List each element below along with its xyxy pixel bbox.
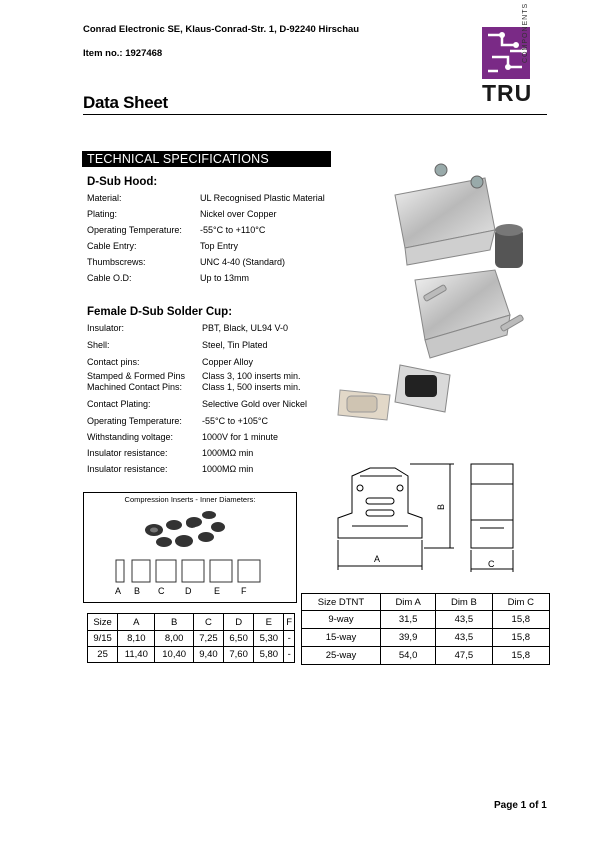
hood-title: D-Sub Hood:	[87, 176, 158, 188]
spec-label: Withstanding voltage:	[87, 432, 174, 442]
insert-label: F	[241, 586, 247, 596]
table-cell: 43,5	[436, 611, 492, 629]
table-header-cell: C	[193, 614, 223, 631]
insert-label: C	[158, 586, 165, 596]
table-row	[88, 631, 295, 647]
table-cell: 31,5	[381, 611, 436, 629]
table-header-cell: Size	[88, 614, 118, 631]
spec-value: Class 1, 500 inserts min.	[202, 382, 301, 392]
table-row	[302, 611, 550, 629]
table-cell: 11,40	[118, 647, 155, 663]
dimension-table	[301, 593, 550, 665]
spec-value: UNC 4-40 (Standard)	[200, 257, 286, 267]
table-cell: 5,80	[254, 647, 284, 663]
spec-label: Plating:	[87, 209, 118, 219]
table-header-cell: Dim A	[381, 594, 436, 611]
table-header-cell: Size DTNT	[302, 594, 381, 611]
table-cell: 8,00	[155, 631, 193, 647]
dim-label-c: C	[488, 559, 495, 569]
spec-value: PBT, Black, UL94 V-0	[202, 323, 289, 333]
spec-value: Up to 13mm	[200, 273, 250, 283]
spec-label: Operating Temperature:	[87, 225, 182, 235]
table-cell: 8,10	[118, 631, 155, 647]
spec-label: Insulator resistance:	[87, 464, 168, 474]
drawing-lines	[330, 458, 552, 578]
insert-label: E	[214, 586, 221, 596]
spec-value: -55°C to +110°C	[200, 225, 266, 235]
table-cell: 54,0	[381, 647, 436, 665]
spec-value: Selective Gold over Nickel	[202, 399, 308, 409]
logo-subtext: COMPONENTS	[522, 2, 529, 63]
product-image	[335, 150, 545, 430]
spec-label: Contact pins:	[87, 357, 140, 367]
spec-label: Machined Contact Pins:	[87, 382, 183, 392]
table-header-cell: Dim B	[436, 594, 492, 611]
spec-label: Cable O.D:	[87, 273, 132, 283]
insert-label: A	[115, 586, 122, 596]
table-cell: 15,8	[492, 647, 549, 665]
table-header-cell: E	[254, 614, 284, 631]
table-cell: 25-way	[302, 647, 381, 665]
table-cell: 6,50	[224, 631, 254, 647]
spec-value: 1000MΩ min	[202, 464, 254, 474]
table-cell: 43,5	[436, 629, 492, 647]
spec-value: Nickel over Copper	[200, 209, 277, 219]
table-header-cell: D	[224, 614, 254, 631]
spec-value: 1000V for 1 minute	[202, 432, 279, 442]
logo-text: TRU	[482, 80, 533, 106]
table-cell: 15,8	[492, 629, 549, 647]
spec-label: Contact Plating:	[87, 399, 151, 409]
dim-label-b: B	[436, 503, 447, 511]
item-number: Item no.: 1927468	[83, 48, 163, 59]
insert-label: B	[134, 586, 141, 596]
spec-label: Thumbscrews:	[87, 257, 146, 267]
dimension-drawing	[330, 458, 552, 578]
spec-value: UL Recognised Plastic Material	[200, 193, 325, 203]
tru-components-logo	[482, 2, 552, 107]
spec-value: Top Entry	[200, 241, 239, 251]
spec-value: -55°C to +105°C	[202, 416, 268, 426]
table-cell: 39,9	[381, 629, 436, 647]
insert-label: D	[185, 586, 192, 596]
table-cell: 10,40	[155, 647, 193, 663]
spec-label: Stamped & Formed Pins	[87, 371, 186, 381]
spec-label: Shell:	[87, 340, 110, 350]
page-title: Data Sheet	[83, 93, 168, 112]
table-cell: 47,5	[436, 647, 492, 665]
product-illustration	[335, 150, 545, 430]
insert-size-table	[87, 613, 295, 663]
spec-label: Insulator:	[87, 323, 125, 333]
company-address: Conrad Electronic SE, Klaus-Conrad-Str. 1, D-92240 Hirschau	[83, 24, 360, 35]
cup-title: Female D-Sub Solder Cup:	[87, 306, 233, 318]
inserts-caption: Compression Inserts - Inner Diameters:	[124, 495, 256, 504]
header-rule	[83, 114, 547, 115]
table-cell: 15-way	[302, 629, 381, 647]
table-header-cell: F	[284, 614, 295, 631]
page-number: Page 1 of 1	[494, 800, 547, 811]
spec-label: Operating Temperature:	[87, 416, 182, 426]
table-header-row	[88, 614, 295, 631]
inserts-panel	[83, 492, 297, 603]
section-bar: TECHNICAL SPECIFICATIONS	[82, 151, 331, 167]
table-header-cell: Dim C	[492, 594, 549, 611]
table-cell: 25	[88, 647, 118, 663]
spec-value: 1000MΩ min	[202, 448, 254, 458]
spec-label: Insulator resistance:	[87, 448, 168, 458]
table-cell: 9-way	[302, 611, 381, 629]
table-cell: -	[284, 647, 295, 663]
dim-label-a: A	[374, 554, 381, 564]
table-cell: 7,25	[193, 631, 223, 647]
table-header-cell: B	[155, 614, 193, 631]
table-header-row	[302, 594, 550, 611]
table-cell: 5,30	[254, 631, 284, 647]
spec-label: Material:	[87, 193, 122, 203]
table-cell: 15,8	[492, 611, 549, 629]
table-cell: 9/15	[88, 631, 118, 647]
spec-value: Steel, Tin Plated	[202, 340, 268, 350]
table-header-cell: A	[118, 614, 155, 631]
table-cell: 7,60	[224, 647, 254, 663]
table-row	[302, 629, 550, 647]
spec-value: Class 3, 100 inserts min.	[202, 371, 301, 381]
table-cell: 9,40	[193, 647, 223, 663]
spec-label: Cable Entry:	[87, 241, 137, 251]
table-row	[88, 647, 295, 663]
table-cell: -	[284, 631, 295, 647]
table-row	[302, 647, 550, 665]
spec-value: Copper Alloy	[202, 357, 254, 367]
